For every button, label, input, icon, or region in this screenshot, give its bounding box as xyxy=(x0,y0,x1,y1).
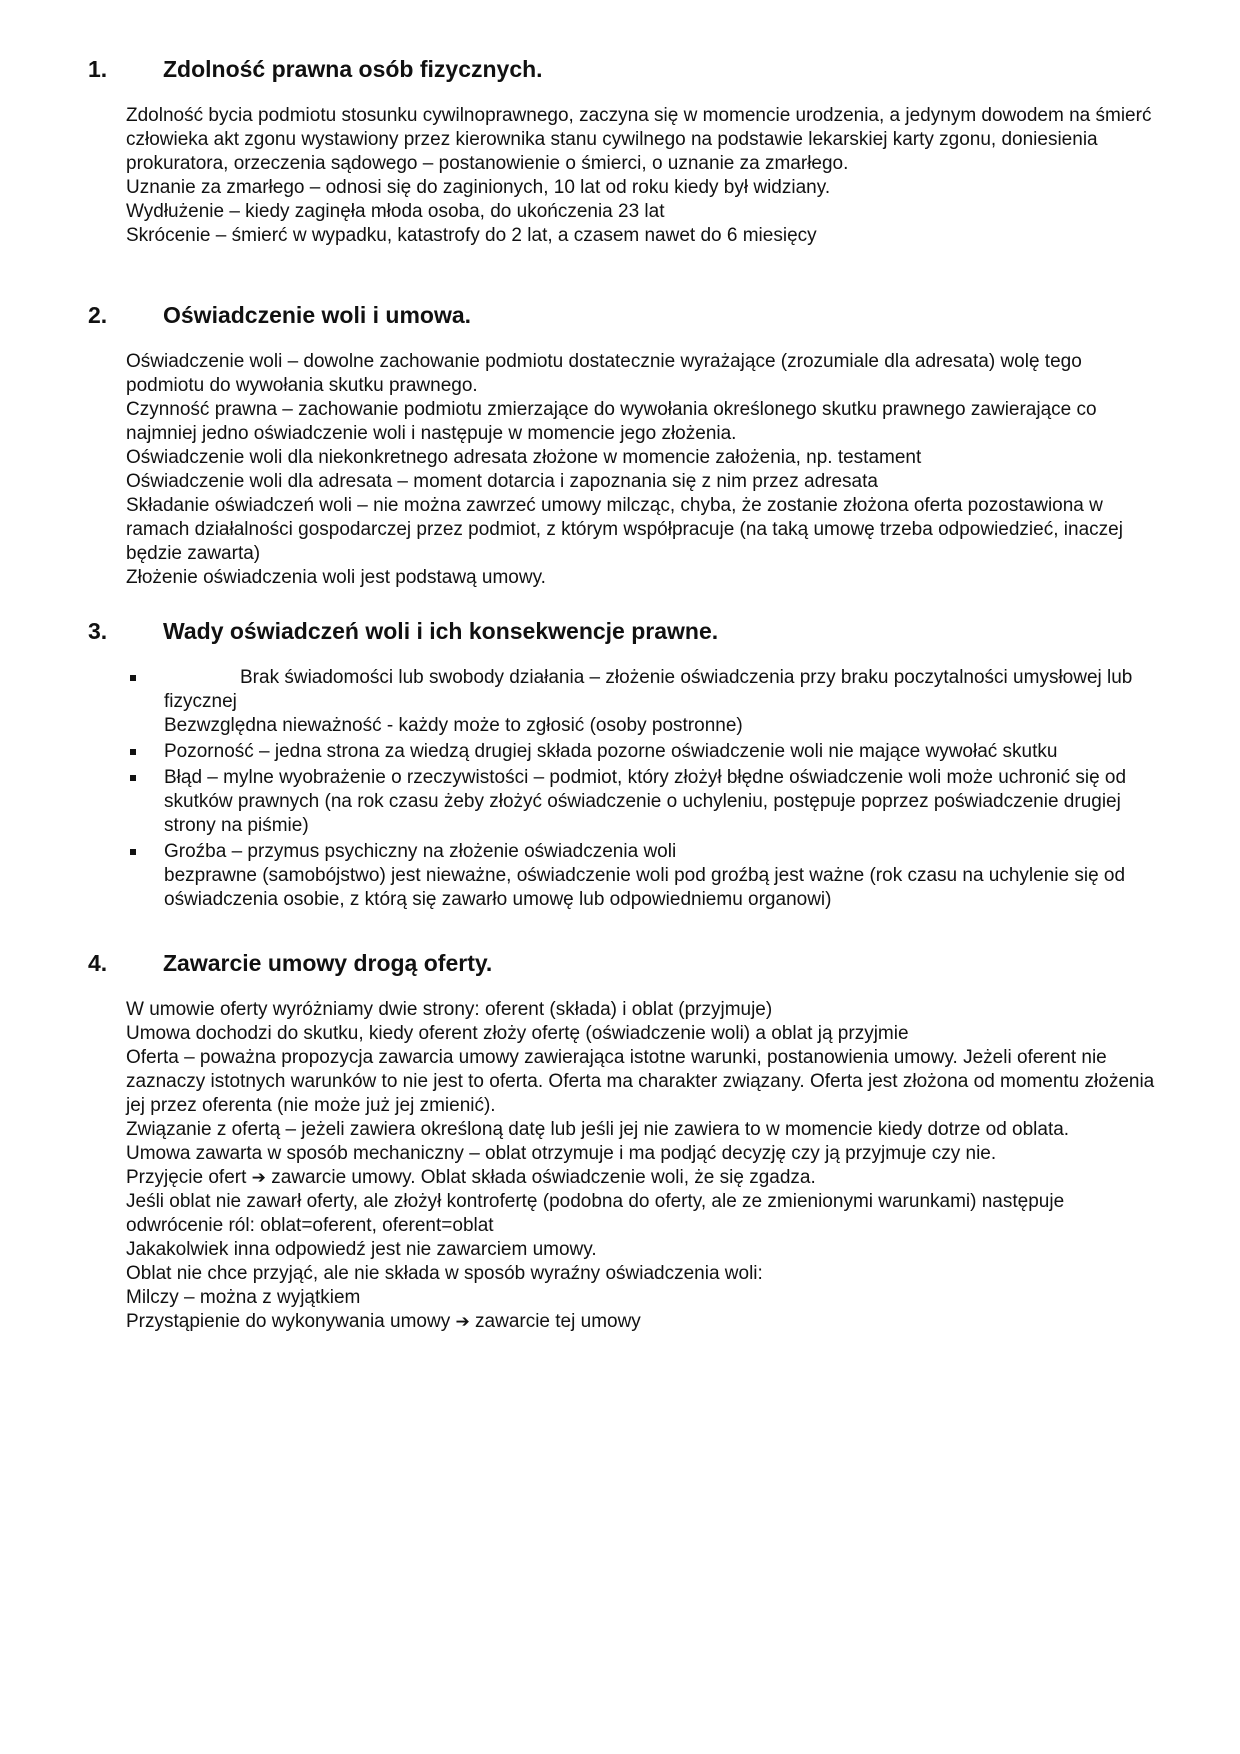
section-4 xyxy=(88,948,1158,1334)
paragraph: W umowie oferty wyróżniamy dwie strony: oferent (składa) i oblat (przyjmuje) xyxy=(126,999,773,1020)
section-heading xyxy=(88,300,1158,330)
section-number: 4. xyxy=(88,950,108,976)
section-heading xyxy=(88,616,1158,646)
square-bullet-icon xyxy=(130,775,136,781)
bullet-extra: Bezwzględna nieważność - każdy może to zgłosić (osoby postronne) xyxy=(164,715,743,736)
paragraph-with-arrow xyxy=(126,1166,1156,1190)
bullet-extra: bezprawne (samobójstwo) jest nieważne, oświadczenie woli pod groźbą jest ważne (rok czasu na uchylenie się od oświadczenia osobie, z którą się zawarło umowę lub odpowiedniemu organowi) xyxy=(164,865,1126,910)
paragraph: Złożenie oświadczenia woli jest podstawą umowy. xyxy=(126,567,546,588)
paragraph: Oświadczenie woli dla niekonkretnego adresata złożone w momencie założenia, np. testament xyxy=(126,447,922,468)
arrow-line-before: Przystąpienie do wykonywania umowy xyxy=(126,1311,451,1332)
paragraph: Oświadczenie woli dla adresata – moment dotarcia i zapoznania się z nim przez adresata xyxy=(126,471,878,492)
section-body xyxy=(126,998,1156,1334)
paragraph-with-arrow xyxy=(126,1310,1156,1334)
paragraph: Jakakolwiek inna odpowiedź jest nie zawarciem umowy. xyxy=(126,1239,597,1260)
right-arrow-icon: ➔ xyxy=(251,1168,266,1188)
list-item xyxy=(128,740,1158,764)
arrow-line-after: zawarcie umowy. Oblat składa oświadczenie woli, że się zgadza. xyxy=(271,1167,816,1188)
section-number: 2. xyxy=(88,302,108,328)
square-bullet-icon xyxy=(130,675,136,681)
paragraph: Jeśli oblat nie zawarł oferty, ale złożył kontrofertę (podobna do oferty, ale ze zmienionymi warunkami) następuje odwrócenie ról: oblat=oferent, oferent=oblat xyxy=(126,1191,1065,1236)
paragraph: Czynność prawna – zachowanie podmiotu zmierzające do wywołania określonego skutku prawnego zawierające co najmniej jedno oświadczenie woli i następuje w momencie jego złożenia. xyxy=(126,399,1097,444)
paragraph: Skrócenie – śmierć w wypadku, katastrofy do 2 lat, a czasem nawet do 6 miesięcy xyxy=(126,225,817,246)
section-title: Oświadczenie woli i umowa. xyxy=(163,302,472,328)
section-2 xyxy=(88,300,1158,590)
paragraph: Oferta – poważna propozycja zawarcia umowy zawierająca istotne warunki, postanowienia umowy. Jeżeli oferent nie zaznaczy istotnych warunków to nie jest to oferta. Oferta ma charakter związany. Oferta jest złożona od momentu złożenia jej przez oferenta (nie może już jej zmienić). xyxy=(126,1047,1155,1116)
right-arrow-icon: ➔ xyxy=(455,1312,470,1332)
square-bullet-icon xyxy=(130,849,136,855)
arrow-line-before: Przyjęcie ofert xyxy=(126,1167,247,1188)
paragraph: Umowa zawarta w sposób mechaniczny – oblat otrzymuje i ma podjąć decyzję czy ją przyjmuje czy nie. xyxy=(126,1143,997,1164)
section-title: Zawarcie umowy drogą oferty. xyxy=(163,950,493,976)
bullet-text: Groźba – przymus psychiczny na złożenie oświadczenia woli xyxy=(164,841,677,862)
paragraph: Składanie oświadczeń woli – nie można zawrzeć umowy milcząc, chyba, że zostanie złożona oferta pozostawiona w ramach działalności gospodarczej przez podmiot, z którym współpracuje (na taką umowę trzeba odpowiedzieć, inaczej będzie zawarta) xyxy=(126,495,1123,564)
section-heading xyxy=(88,54,1158,84)
section-body xyxy=(126,104,1156,248)
paragraph: Milczy – można z wyjątkiem xyxy=(126,1287,361,1308)
bullet-text: Pozorność – jedna strona za wiedzą drugiej składa pozorne oświadczenie woli nie mające wywołać skutku xyxy=(164,741,1058,762)
section-3 xyxy=(88,616,1158,914)
square-bullet-icon xyxy=(130,749,136,755)
list-item xyxy=(128,766,1158,838)
paragraph: Umowa dochodzi do skutku, kiedy oferent złoży ofertę (oświadczenie woli) a oblat ją przyjmie xyxy=(126,1023,909,1044)
list-item xyxy=(128,666,1158,738)
section-title: Zdolność prawna osób fizycznych. xyxy=(163,56,543,82)
section-title: Wady oświadczeń woli i ich konsekwencje prawne. xyxy=(163,618,719,644)
list-item xyxy=(128,840,1158,912)
paragraph: Związanie z ofertą – jeżeli zawiera określoną datę lub jeśli jej nie zawiera to w momencie kiedy dotrze od oblata. xyxy=(126,1119,1070,1140)
bullet-list xyxy=(128,666,1158,912)
section-number: 3. xyxy=(88,618,108,644)
paragraph: Wydłużenie – kiedy zaginęła młoda osoba, do ukończenia 23 lat xyxy=(126,201,665,222)
section-number: 1. xyxy=(88,56,108,82)
arrow-line-after: zawarcie tej umowy xyxy=(475,1311,641,1332)
paragraph: Uznanie za zmarłego – odnosi się do zaginionych, 10 lat od roku kiedy był widziany. xyxy=(126,177,831,198)
section-body xyxy=(126,350,1156,590)
paragraph: Zdolność bycia podmiotu stosunku cywilnoprawnego, zaczyna się w momencie urodzenia, a jedynym dowodem na śmierć człowieka akt zgonu wystawiony przez kierownika stanu cywilnego na podstawie lekarskiej karty zgonu, doniesienia prokuratora, orzeczenia sądowego – postanowienie o śmierci, o uznanie za zmarłego. xyxy=(126,105,1152,174)
paragraph: Oświadczenie woli – dowolne zachowanie podmiotu dostatecznie wyrażające (zrozumiale dla adresata) wolę tego podmiotu do wywołania skutku prawnego. xyxy=(126,351,1082,396)
section-1 xyxy=(88,54,1158,248)
paragraph: Oblat nie chce przyjąć, ale nie składa w sposób wyraźny oświadczenia woli: xyxy=(126,1263,763,1284)
bullet-text: Brak świadomości lub swobody działania – złożenie oświadczenia przy braku poczytalności umysłowej lub fizycznej xyxy=(164,667,1133,712)
bullet-text: Błąd – mylne wyobrażenie o rzeczywistości – podmiot, który złożył błędne oświadczenie woli może uchronić się od skutków prawnych (na rok czasu żeby złożyć oświadczenie o uchyleniu, postępuje poprzez poświadczenie drugiej strony na piśmie) xyxy=(164,767,1127,836)
section-heading xyxy=(88,948,1158,978)
